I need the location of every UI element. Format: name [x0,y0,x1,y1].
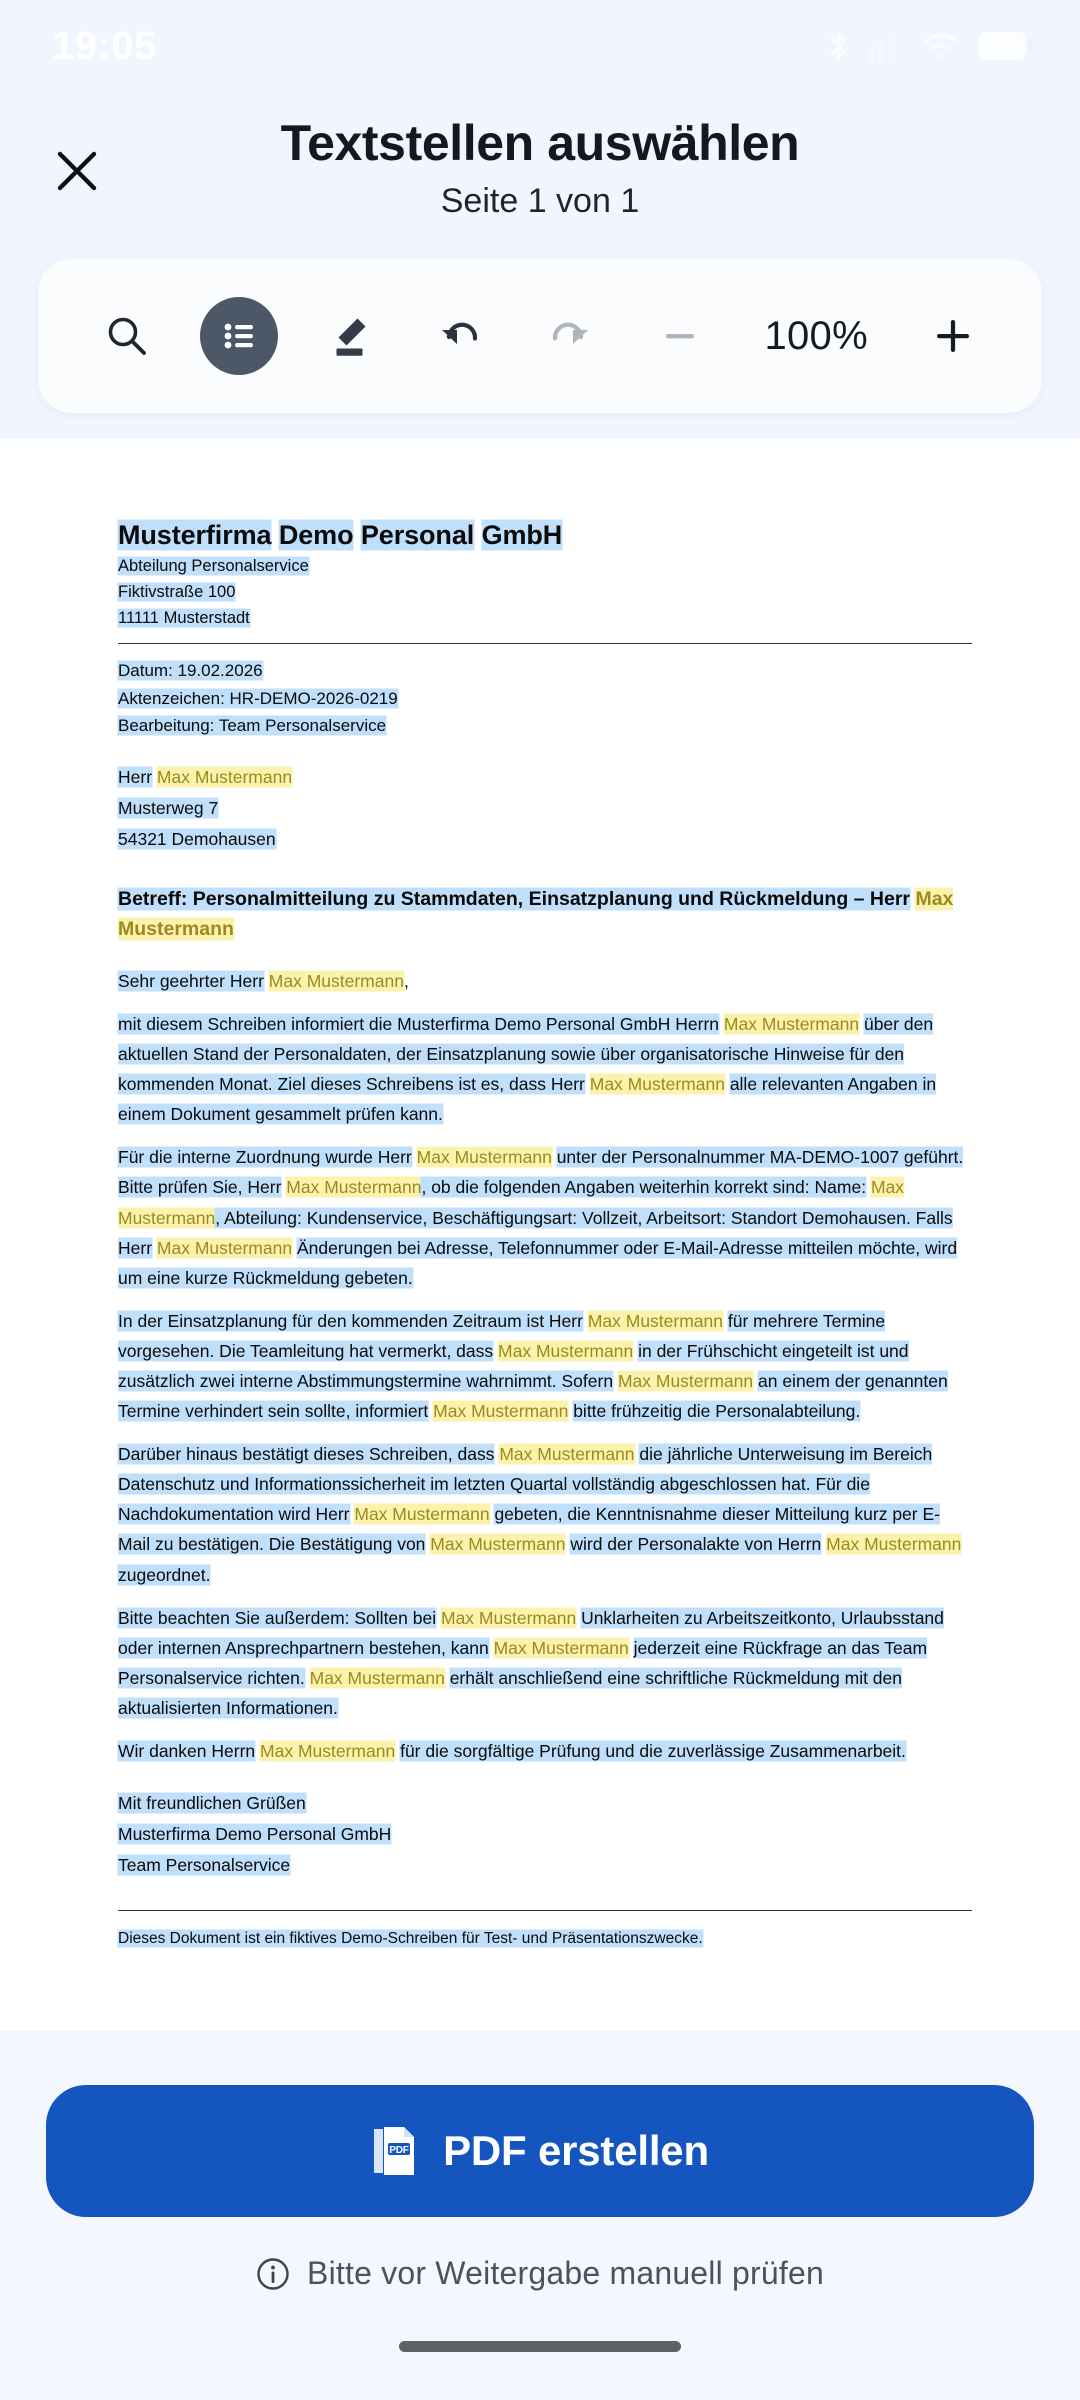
doc-date[interactable] [118,657,972,685]
undo-icon [437,313,483,359]
doc-p2-name-2[interactable]: Max Mustermann [286,1177,422,1198]
doc-paragraph-2[interactable] [118,1142,972,1292]
wifi-icon [921,31,961,61]
doc-p4-b[interactable]: die jährliche Unterweisung im Bereich Datenschutz und Informationssicherheit im letzten Quartal vollständig abgeschlossen hat. Für die Nachdokumentation wird Herr [118,1444,933,1525]
undo-button[interactable] [423,299,497,373]
doc-subject-name[interactable]: Max Mustermann [118,888,954,940]
doc-p2-e[interactable]: Änderungen bei Adresse, Telefonnummer oder E-Mail-Adresse mitteilen möchte, wird um eine kurze Rückmeldung gebeten. [118,1237,958,1288]
minus-icon [659,315,701,357]
doc-p3-a[interactable]: In der Einsatzplanung für den kommenden Zeitraum ist Herr [118,1310,583,1331]
doc-company-word[interactable]: Personal [360,520,475,550]
doc-handler-text[interactable]: Bearbeitung: Team Personalservice [118,716,387,736]
cellular-signal-icon [868,31,904,61]
doc-file-reference[interactable] [118,685,972,713]
manual-check-hint [46,2255,1034,2292]
doc-p6-b[interactable]: für die sorgfältige Prüfung und die zuverlässige Zusammenarbeit. [400,1741,906,1762]
highlighter-pen-icon [327,313,373,359]
doc-p5-c[interactable]: jederzeit eine Rückfrage an das Team Personalservice richten. [118,1637,928,1688]
zoom-out-button[interactable] [643,299,717,373]
doc-department[interactable] [118,553,972,579]
toolbar-wrapper [0,247,1080,413]
doc-closing-3-text[interactable]: Team Personalservice [118,1855,291,1876]
page-subtitle: Seite 1 von 1 [440,182,640,220]
doc-p3-name-3[interactable]: Max Mustermann [617,1371,754,1391]
redo-button[interactable] [533,299,607,373]
doc-closing-2-text[interactable]: Musterfirma Demo Personal GmbH [118,1824,392,1845]
doc-p2-a[interactable]: Für die interne Zuordnung wurde Herr [118,1147,412,1168]
doc-p2-name-4[interactable]: Max Mustermann [156,1237,293,1258]
doc-paragraph-3[interactable] [118,1306,972,1426]
doc-recipient-city[interactable] [118,824,972,855]
plus-icon [931,314,975,358]
doc-subject[interactable] [118,885,972,944]
doc-company-name[interactable] [118,517,972,553]
doc-p5-name-3[interactable]: Max Mustermann [309,1667,445,1688]
page-title: Textstellen auswählen [280,115,800,171]
doc-paragraph-5[interactable] [118,1603,972,1723]
doc-sender-city[interactable] [118,605,972,631]
doc-recipient-salutation[interactable]: Herr [118,766,153,787]
doc-p3-e[interactable]: bitte frühzeitig die Personalabteilung. [573,1401,861,1422]
doc-p4-a[interactable]: Darüber hinaus bestätigt dieses Schreiben, dass [118,1444,495,1465]
top-area [0,0,1080,439]
info-icon [256,2257,290,2291]
doc-recipient-street[interactable] [118,793,972,824]
doc-greeting-prefix[interactable]: Sehr geehrter Herr [118,970,264,991]
doc-closing-1[interactable] [118,1788,972,1819]
doc-p3-name-2[interactable]: Max Mustermann [498,1340,634,1361]
home-indicator-area [46,2292,1034,2400]
document-scroll-area[interactable] [0,439,1080,2031]
bottom-action-bar [0,2031,1080,2400]
doc-p4-d[interactable]: wird der Personalakte von Herrn [570,1534,822,1555]
doc-p6-name-1[interactable]: Max Mustermann [260,1741,396,1762]
doc-department-text[interactable]: Abteilung Personalservice [118,557,309,576]
close-button[interactable] [48,142,106,200]
doc-p1-c[interactable]: alle relevanten Angaben in einem Dokument gesammelt prüfen kann. [118,1074,937,1125]
doc-recipient-line[interactable] [118,762,972,793]
document-page[interactable] [0,439,1080,1951]
doc-paragraph-1[interactable] [118,1009,972,1129]
doc-company-word[interactable]: GmbH [481,520,563,550]
home-indicator[interactable] [399,2341,681,2352]
doc-sender-city-text[interactable]: 11111 Musterstadt [118,609,250,628]
status-bar [0,0,1080,92]
doc-p2-name-1[interactable]: Max Mustermann [416,1147,552,1168]
divider-footer [118,1910,972,1911]
zoom-level-value: 100% [764,313,868,358]
doc-closing-1-text[interactable]: Mit freundlichen Grüßen [118,1793,306,1814]
doc-p5-b[interactable]: Unklarheiten zu Arbeitszeitkonto, Urlaubsstand oder internen Ansprechpartnern bestehen, kann [118,1607,944,1658]
doc-handler[interactable] [118,712,972,740]
create-pdf-label: PDF erstellen [443,2127,709,2174]
doc-p4-name-3[interactable]: Max Mustermann [430,1534,566,1555]
doc-p1-a[interactable]: mit diesem Schreiben informiert die Musterfirma Demo Personal GmbH Herrn [118,1013,720,1034]
doc-p3-d[interactable]: an einem der genannten Termine verhindert sein sollte, informiert [118,1371,948,1422]
doc-sender-street[interactable] [118,579,972,605]
doc-closing-2[interactable] [118,1819,972,1850]
doc-recipient-street-text[interactable]: Musterweg 7 [118,798,219,819]
doc-sender-street-text[interactable]: Fiktivstraße 100 [118,583,236,602]
doc-p3-name-1[interactable]: Max Mustermann [587,1310,724,1331]
doc-company-word[interactable]: Musterfirma [118,520,272,550]
list-lines-icon [217,314,261,358]
doc-p4-name-4[interactable]: Max Mustermann [826,1534,962,1555]
search-button[interactable] [90,299,164,373]
doc-p3-c[interactable]: in der Frühschicht eingeteilt ist und zusätzlich zwei interne Abstimmungstermine wahrnimmt. Sofern [118,1340,909,1391]
doc-recipient-city-text[interactable]: 54321 Demohausen [118,829,276,850]
doc-p2-d[interactable]: , Abteilung: Kundenservice, Beschäftigungsart: Vollzeit, Arbeitsort: Standort Demohausen. Falls Herr [118,1207,953,1258]
battery-icon [978,32,1032,60]
doc-p1-b[interactable]: über den aktuellen Stand der Personaldaten, der Einsatzplanung sowie über organisatorische Hinweise für den kommenden Monat. Ziel dieses Schreibens ist es, dass Herr [118,1013,934,1095]
zoom-in-button[interactable] [916,299,990,373]
doc-date-text[interactable]: Datum: 19.02.2026 [118,661,263,681]
doc-paragraph-6[interactable] [118,1736,972,1766]
doc-p6-a[interactable]: Wir danken Herrn [118,1741,256,1762]
doc-p3-name-4[interactable]: Max Mustermann [433,1401,569,1422]
doc-greeting[interactable] [118,966,972,996]
doc-p3-b[interactable]: für mehrere Termine vorgesehen. Die Teamleitung hat vermerkt, dass [118,1310,886,1361]
highlight-button[interactable] [313,299,387,373]
bluetooth-icon [825,29,851,63]
doc-p1-name-2[interactable]: Max Mustermann [589,1074,725,1095]
status-bar-clock: 19:05 [52,24,157,68]
manual-check-hint-text: Bitte vor Weitergabe manuell prüfen [307,2255,824,2291]
doc-greeting-name[interactable]: Max Mustermann [268,970,404,991]
pdf-file-icon [371,2125,417,2177]
doc-greeting-suffix: , [403,970,409,991]
doc-closing-3[interactable] [118,1850,972,1881]
doc-p2-c[interactable]: , ob die folgenden Angaben weiterhin korrekt sind: Name: [421,1177,867,1198]
doc-p5-d[interactable]: erhält anschließend eine schriftliche Rückmeldung mit den aktualisierten Informationen. [118,1667,903,1718]
status-bar-icons [825,29,1032,63]
doc-paragraph-4[interactable] [118,1439,972,1589]
page-header [0,92,1080,247]
doc-footer-note[interactable] [118,1927,972,1952]
doc-p4-e[interactable]: zugeordnet. [118,1564,211,1585]
divider-top [118,643,972,644]
select-lines-button[interactable] [200,297,278,375]
search-icon [104,313,150,359]
doc-p4-name-1[interactable]: Max Mustermann [499,1444,635,1465]
document-toolbar [38,259,1042,413]
doc-p2-b[interactable]: unter der Personalnummer MA-DEMO-1007 geführt. Bitte prüfen Sie, Herr [118,1147,964,1198]
doc-subject-prefix[interactable]: Betreff: Personalmitteilung zu Stammdaten, Einsatzplanung und Rückmeldung – Herr [118,888,911,911]
redo-icon [547,313,593,359]
doc-p5-name-2[interactable]: Max Mustermann [493,1637,629,1658]
doc-file-reference-text[interactable]: Aktenzeichen: HR-DEMO-2026-0219 [118,688,398,708]
doc-company-word[interactable]: Demo [278,520,354,550]
doc-p4-c[interactable]: gebeten, die Kenntnisnahme dieser Mitteilung kurz per E-Mail zu bestätigen. Die Bestätigung von [118,1504,940,1555]
doc-p5-a[interactable]: Bitte beachten Sie außerdem: Sollten bei [118,1607,437,1628]
doc-recipient-name[interactable]: Max Mustermann [156,766,293,787]
doc-p4-name-2[interactable]: Max Mustermann [354,1504,490,1525]
doc-p5-name-1[interactable]: Max Mustermann [441,1607,577,1628]
doc-footer-note-text[interactable]: Dieses Dokument ist ein fiktives Demo-Schreiben für Test- und Präsentationszwecke. [118,1929,703,1947]
create-pdf-button[interactable] [46,2085,1034,2217]
svg-text:PDF: PDF [389,2145,409,2156]
doc-p1-name-1[interactable]: Max Mustermann [723,1013,860,1034]
doc-p2-name-3[interactable]: Max Mustermann [118,1177,904,1228]
